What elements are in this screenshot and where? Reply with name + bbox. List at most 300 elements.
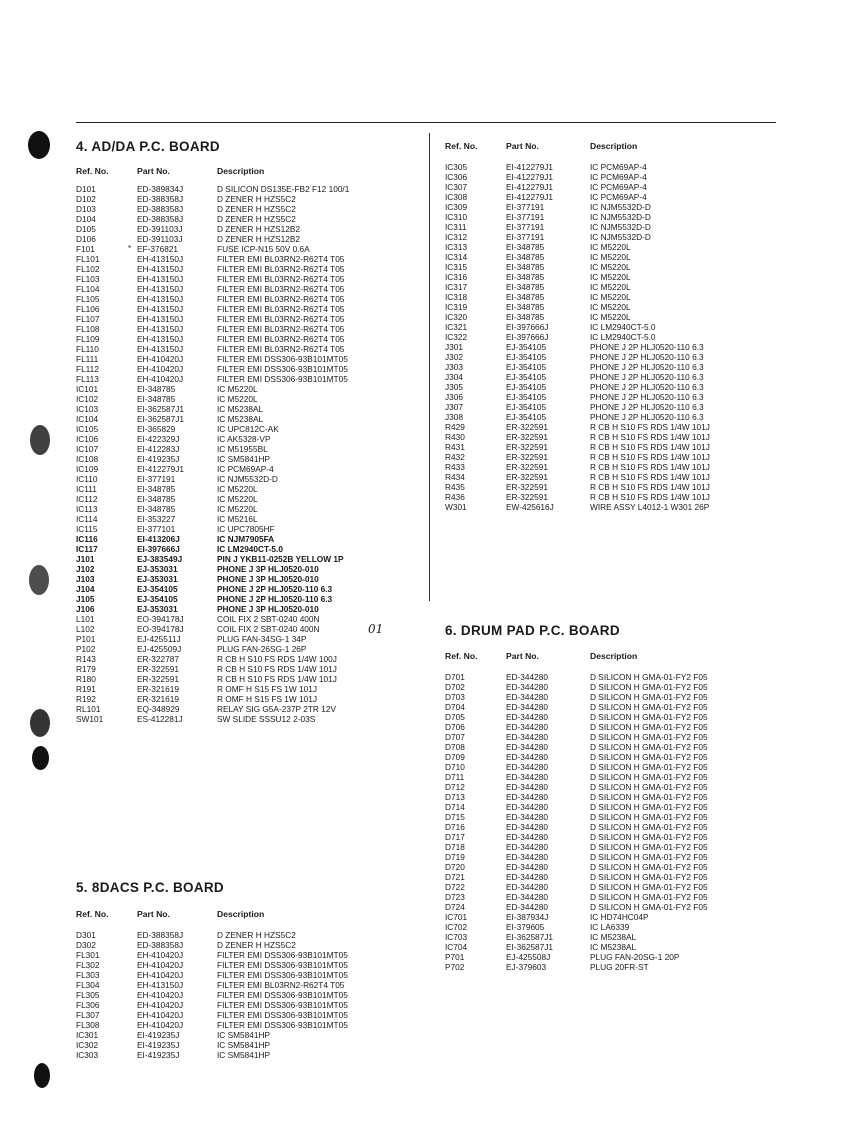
ref-no: IC704: [445, 942, 468, 952]
description: FILTER EMI DSS306-93B101MT05: [217, 950, 348, 960]
part-no: ED-344280: [506, 842, 548, 852]
ref-no: IC309: [445, 202, 468, 212]
ref-no: D104: [76, 214, 96, 224]
description: D SILICON H GMA-01-FY2 F05: [590, 672, 708, 682]
description: FILTER EMI BL03RN2-R62T4 T05: [217, 334, 345, 344]
description: WIRE ASSY L4012-1 W301 26P: [590, 502, 710, 512]
part-no: EI-412279J1: [506, 162, 554, 172]
ref-no: J303: [445, 362, 463, 372]
description: FILTER EMI DSS306-93B101MT05: [217, 354, 348, 364]
ref-no: IC115: [76, 524, 98, 534]
part-no: EI-348785: [506, 312, 545, 322]
description: FILTER EMI BL03RN2-R62T4 T05: [217, 344, 345, 354]
ref-no: IC701: [445, 912, 468, 922]
part-no: EI-419235J: [137, 1030, 180, 1040]
description: PHONE J 2P HLJ0520-110 6.3: [590, 412, 704, 422]
part-no: EJ-425508J: [506, 952, 551, 962]
description: IC M5220L: [590, 242, 631, 252]
ref-no: IC308: [445, 192, 468, 202]
part-no: EH-410420J: [137, 374, 184, 384]
ref-no: FL111: [76, 354, 99, 364]
ref-no: R429: [445, 422, 465, 432]
ref-no: J106: [76, 604, 95, 614]
ref-no: D709: [445, 752, 465, 762]
ref-no: IC116: [76, 534, 98, 544]
part-no: EH-410420J: [137, 354, 184, 364]
ref-no: IC117: [76, 544, 98, 554]
part-no: EJ-354105: [506, 412, 547, 422]
description: D SILICON H GMA-01-FY2 F05: [590, 692, 708, 702]
description: COIL FIX 2 SBT-0240 400N: [217, 624, 320, 634]
part-no: EJ-353031: [137, 604, 178, 614]
section-title-drum-pad: 6. DRUM PAD P.C. BOARD: [445, 623, 620, 638]
ref-no: D718: [445, 842, 465, 852]
ref-no: IC112: [76, 494, 98, 504]
ref-no: IC104: [76, 414, 99, 424]
description: PHONE J 2P HLJ0520-110 6.3: [590, 372, 704, 382]
ref-no: FL104: [76, 284, 100, 294]
part-no: EI-353227: [137, 514, 176, 524]
ref-no: IC322: [445, 332, 468, 342]
ref-no: D716: [445, 822, 465, 832]
ref-no: J302: [445, 352, 463, 362]
description: R CB H S10 FS RDS 1/4W 101J: [590, 482, 710, 492]
ref-no: FL105: [76, 294, 100, 304]
part-no: EI-387934J: [506, 912, 549, 922]
part-no: EI-377191: [506, 212, 545, 222]
part-no: EI-348785: [506, 262, 545, 272]
ref-no: D712: [445, 782, 465, 792]
ref-no: D721: [445, 872, 465, 882]
binder-hole: [29, 565, 49, 595]
ref-no: R180: [76, 674, 96, 684]
part-no: EI-348785: [137, 504, 176, 514]
description: R CB H S10 FS RDS 1/4W 101J: [590, 472, 710, 482]
description: R CB H S10 FS RDS 1/4W 100J: [217, 654, 337, 664]
part-no: EH-410420J: [137, 990, 184, 1000]
part-no: EI-422329J: [137, 434, 180, 444]
part-no: EI-348785: [137, 384, 176, 394]
description: COIL FIX 2 SBT-0240 400N: [217, 614, 320, 624]
ref-no: IC106: [76, 434, 99, 444]
ref-no: D710: [445, 762, 465, 772]
col-header-ref: Ref. No.: [445, 651, 478, 661]
description: FILTER EMI DSS306-93B101MT05: [217, 364, 348, 374]
description: FILTER EMI BL03RN2-R62T4 T05: [217, 264, 345, 274]
description: D SILICON H GMA-01-FY2 F05: [590, 862, 708, 872]
ref-no: R179: [76, 664, 96, 674]
ref-no: J304: [445, 372, 463, 382]
description: PLUG FAN-20SG-1 20P: [590, 952, 680, 962]
part-no: EI-362587J1: [137, 404, 185, 414]
col-header-part: Part No.: [506, 141, 539, 151]
part-no: EI-397666J: [506, 332, 549, 342]
part-no: EI-362587J1: [506, 942, 554, 952]
part-no: EJ-354105: [506, 342, 547, 352]
part-no: EI-412279J1: [137, 464, 185, 474]
description: FILTER EMI BL03RN2-R62T4 T05: [217, 254, 345, 264]
col-header-part: Part No.: [137, 166, 170, 176]
part-no: EH-410420J: [137, 970, 184, 980]
ref-no: P102: [76, 644, 96, 654]
part-no: ED-344280: [506, 732, 548, 742]
ref-no: FL308: [76, 1020, 100, 1030]
part-no: EJ-354105: [137, 584, 178, 594]
ref-no: D106: [76, 234, 96, 244]
description: FUSE ICP-N15 50V 0.6A: [217, 244, 310, 254]
part-no: ER-322591: [506, 492, 548, 502]
description: D ZENER H HZS5C2: [217, 930, 296, 940]
part-no: ED-344280: [506, 702, 548, 712]
part-no: EH-410420J: [137, 1000, 184, 1010]
part-no: EH-413150J: [137, 324, 184, 334]
ref-no: FL102: [76, 264, 100, 274]
ref-no: IC315: [445, 262, 468, 272]
description: IC LM2940CT-5.0: [590, 322, 656, 332]
part-no: EI-397666J: [506, 322, 549, 332]
ref-no: FL307: [76, 1010, 100, 1020]
part-no: EJ-383549J: [137, 554, 183, 564]
description: IC LA6339: [590, 922, 630, 932]
description: IC SM5841HP: [217, 454, 271, 464]
col-header-desc: Description: [217, 909, 265, 919]
description: FILTER EMI DSS306-93B101MT05: [217, 970, 348, 980]
part-no: EH-413150J: [137, 254, 184, 264]
ref-no: FL109: [76, 334, 100, 344]
part-no: EI-348785: [506, 302, 545, 312]
description: IC NJM5532D-D: [590, 202, 651, 212]
ref-no: IC317: [445, 282, 468, 292]
description: PHONE J 2P HLJ0520-110 6.3: [590, 342, 704, 352]
part-no: EH-413150J: [137, 264, 184, 274]
ref-no: J306: [445, 392, 463, 402]
ref-no: D103: [76, 204, 96, 214]
description: FILTER EMI DSS306-93B101MT05: [217, 1010, 348, 1020]
ref-no: IC301: [76, 1030, 99, 1040]
description: IC SM5841HP: [217, 1030, 271, 1040]
description: PLUG 20FR-ST: [590, 962, 649, 972]
description: D SILICON H GMA-01-FY2 F05: [590, 792, 708, 802]
ref-no: IC311: [445, 222, 467, 232]
part-no: ER-322591: [506, 432, 548, 442]
ref-no: J105: [76, 594, 95, 604]
description: R CB H S10 FS RDS 1/4W 101J: [217, 664, 337, 674]
ref-no: W301: [445, 502, 467, 512]
ref-no: IC314: [445, 252, 468, 262]
description: FILTER EMI BL03RN2-R62T4 T05: [217, 304, 345, 314]
part-no: ED-344280: [506, 782, 548, 792]
ref-no: D702: [445, 682, 465, 692]
part-no: ER-322787: [137, 654, 179, 664]
ref-no: J305: [445, 382, 463, 392]
ref-no: IC318: [445, 292, 468, 302]
part-no: EH-413150J: [137, 344, 184, 354]
description: IC M5220L: [217, 394, 258, 404]
part-no: ER-322591: [506, 482, 548, 492]
ref-no: J101: [76, 554, 95, 564]
description: D SILICON H GMA-01-FY2 F05: [590, 752, 708, 762]
description: IC M5220L: [217, 384, 258, 394]
part-no: ER-322591: [137, 674, 179, 684]
part-no: EO-394178J: [137, 624, 184, 634]
ref-no: IC103: [76, 404, 99, 414]
description: D SILICON DS135E-FB2 F12 100/1: [217, 184, 350, 194]
ref-no: R191: [76, 684, 96, 694]
description: D SILICON H GMA-01-FY2 F05: [590, 732, 708, 742]
description: PHONE J 2P HLJ0520-110 6.3: [590, 392, 704, 402]
description: D SILICON H GMA-01-FY2 F05: [590, 742, 708, 752]
ref-no: D724: [445, 902, 465, 912]
ref-no: IC312: [445, 232, 468, 242]
description: D SILICON H GMA-01-FY2 F05: [590, 842, 708, 852]
part-no: EI-348785: [506, 242, 545, 252]
ref-no: R430: [445, 432, 465, 442]
description: FILTER EMI DSS306-93B101MT05: [217, 960, 348, 970]
ref-no: IC302: [76, 1040, 99, 1050]
part-no: ER-322591: [506, 472, 548, 482]
ref-no: IC109: [76, 464, 99, 474]
description: IC LM2940CT-5.0: [217, 544, 283, 554]
part-no: EI-348785: [506, 282, 545, 292]
part-no: EJ-354105: [506, 382, 547, 392]
description: SW SLIDE SSSU12 2-03S: [217, 714, 316, 724]
ref-no: FL108: [76, 324, 100, 334]
description: IC UPC812C-AK: [217, 424, 279, 434]
binder-hole: [30, 425, 50, 455]
part-no: ER-322591: [506, 452, 548, 462]
part-no: ER-321619: [137, 684, 179, 694]
description: R CB H S10 FS RDS 1/4W 101J: [590, 432, 710, 442]
ref-no: D711: [445, 772, 465, 782]
ref-no: D715: [445, 812, 465, 822]
ref-no: IC102: [76, 394, 99, 404]
ref-no: P701: [445, 952, 465, 962]
ref-no: R433: [445, 462, 465, 472]
description: D SILICON H GMA-01-FY2 F05: [590, 702, 708, 712]
ref-no: IC313: [445, 242, 468, 252]
ref-no: D704: [445, 702, 465, 712]
part-no: EI-377191: [506, 232, 545, 242]
ref-no: D705: [445, 712, 465, 722]
description: IC M51955BL: [217, 444, 268, 454]
description: PLUG FAN-34SG-1 34P: [217, 634, 307, 644]
ref-no: IC320: [445, 312, 468, 322]
ref-no: D719: [445, 852, 465, 862]
part-no: EI-377191: [506, 222, 545, 232]
description: D SILICON H GMA-01-FY2 F05: [590, 722, 708, 732]
ref-no: IC305: [445, 162, 468, 172]
ref-no: D105: [76, 224, 96, 234]
ref-no: IC307: [445, 182, 468, 192]
description: R OMF H S15 FS 1W 101J: [217, 684, 318, 694]
description: R CB H S10 FS RDS 1/4W 101J: [590, 462, 710, 472]
ref-no: J102: [76, 564, 95, 574]
ref-no: IC702: [445, 922, 468, 932]
part-no: ED-344280: [506, 712, 548, 722]
description: FILTER EMI DSS306-93B101MT05: [217, 1000, 348, 1010]
col-header-part: Part No.: [506, 651, 539, 661]
part-no: ED-344280: [506, 832, 548, 842]
part-no: ER-322591: [506, 422, 548, 432]
part-no: ED-388358J: [137, 214, 184, 224]
part-no: EW-425616J: [506, 502, 554, 512]
part-no: EI-419235J: [137, 1040, 180, 1050]
part-no: EH-413150J: [137, 314, 184, 324]
description: PHONE J 2P HLJ0520-110 6.3: [217, 584, 333, 594]
description: D SILICON H GMA-01-FY2 F05: [590, 902, 708, 912]
part-no: EJ-354105: [506, 352, 547, 362]
ref-no: FL304: [76, 980, 100, 990]
part-no: EO-394178J: [137, 614, 184, 624]
description: D ZENER H HZS5C2: [217, 940, 296, 950]
ref-no: F101: [76, 244, 95, 254]
part-no: ED-344280: [506, 692, 548, 702]
ref-no: D301: [76, 930, 96, 940]
part-no: ED-389834J: [137, 184, 184, 194]
part-no: ED-391103J: [137, 234, 183, 244]
description: D ZENER H HZS5C2: [217, 214, 296, 224]
description: FILTER EMI BL03RN2-R62T4 T05: [217, 294, 345, 304]
ref-no: SW101: [76, 714, 104, 724]
ref-no: J301: [445, 342, 463, 352]
description: PHONE J 2P HLJ0520-110 6.3: [590, 352, 704, 362]
description: IC NJM7905FA: [217, 534, 275, 544]
ref-no: IC319: [445, 302, 468, 312]
ref-no: FL107: [76, 314, 100, 324]
part-no: ED-344280: [506, 762, 548, 772]
description: PHONE J 3P HLJ0520-010: [217, 574, 319, 584]
ref-no: IC316: [445, 272, 468, 282]
ref-no: L101: [76, 614, 95, 624]
description: IC M5238AL: [217, 404, 264, 414]
description: FILTER EMI DSS306-93B101MT05: [217, 374, 348, 384]
header-rule: [76, 122, 776, 123]
ref-no: D707: [445, 732, 465, 742]
part-no: ED-388358J: [137, 194, 184, 204]
part-no: EI-412279J1: [506, 182, 554, 192]
part-no: EI-365829: [137, 424, 176, 434]
part-no: EI-348785: [137, 494, 176, 504]
ref-no: J308: [445, 412, 463, 422]
description: R CB H S10 FS RDS 1/4W 101J: [590, 492, 710, 502]
part-no: EI-413206J: [137, 534, 180, 544]
description: IC PCM69AP-4: [590, 162, 647, 172]
part-no: EI-348785: [506, 272, 545, 282]
part-no: ES-412281J: [137, 714, 183, 724]
part-no: EI-379605: [506, 922, 545, 932]
ref-no: IC101: [76, 384, 99, 394]
description: D SILICON H GMA-01-FY2 F05: [590, 772, 708, 782]
part-no: ED-344280: [506, 872, 548, 882]
description: FILTER EMI BL03RN2-R62T4 T05: [217, 324, 345, 334]
binder-hole: [32, 746, 49, 770]
part-no: EI-348785: [506, 292, 545, 302]
ref-no: FL110: [76, 344, 99, 354]
description: IC HD74HC04P: [590, 912, 649, 922]
description: IC PCM69AP-4: [590, 192, 647, 202]
ref-no: IC321: [445, 322, 468, 332]
part-no: EF-376821: [137, 244, 179, 254]
description: IC M5220L: [590, 262, 631, 272]
description: PHONE J 3P HLJ0520-010: [217, 564, 319, 574]
description: FILTER EMI BL03RN2-R62T4 T05: [217, 980, 345, 990]
part-no: EH-410420J: [137, 1010, 184, 1020]
description: IC NJM5532D-D: [590, 222, 651, 232]
part-no: EJ-425511J: [137, 634, 181, 644]
part-no: ER-321619: [137, 694, 179, 704]
ref-no: D723: [445, 892, 465, 902]
part-no: EJ-354105: [506, 362, 547, 372]
part-no: EH-410420J: [137, 960, 184, 970]
part-no: ER-322591: [506, 442, 548, 452]
ref-no: D708: [445, 742, 465, 752]
ref-no: FL106: [76, 304, 100, 314]
ref-no: FL306: [76, 1000, 100, 1010]
description: D ZENER H HZS5C2: [217, 194, 296, 204]
description: PLUG FAN-26SG-1 26P: [217, 644, 307, 654]
description: D ZENER H HZS5C2: [217, 204, 296, 214]
col-header-desc: Description: [590, 141, 638, 151]
description: R OMF H S15 FS 1W 101J: [217, 694, 318, 704]
part-no: EI-348785: [506, 252, 545, 262]
ref-no: FL305: [76, 990, 100, 1000]
part-no: EI-412283J: [137, 444, 180, 454]
ref-no: D722: [445, 882, 465, 892]
ref-no: D302: [76, 940, 96, 950]
description: D SILICON H GMA-01-FY2 F05: [590, 892, 708, 902]
part-no: EH-410420J: [137, 1020, 184, 1030]
part-no: EJ-354105: [506, 402, 547, 412]
description: D SILICON H GMA-01-FY2 F05: [590, 762, 708, 772]
part-no: EH-413150J: [137, 980, 184, 990]
handwritten-note: 01: [368, 622, 384, 636]
part-no: ED-344280: [506, 682, 548, 692]
part-no: EI-348785: [137, 484, 176, 494]
part-no: ED-344280: [506, 722, 548, 732]
ref-no: R435: [445, 482, 465, 492]
description: IC M5220L: [590, 282, 631, 292]
ref-no: IC703: [445, 932, 468, 942]
col-header-ref: Ref. No.: [76, 166, 109, 176]
part-no: ED-344280: [506, 862, 548, 872]
description: FILTER EMI BL03RN2-R62T4 T05: [217, 314, 345, 324]
ref-no: J103: [76, 574, 95, 584]
description: IC NJM5532D-D: [217, 474, 278, 484]
description: IC UPC7805HF: [217, 524, 275, 534]
section-title-8dacs: 5. 8DACS P.C. BOARD: [76, 880, 224, 895]
description: RELAY SIG G5A-237P 2TR 12V: [217, 704, 336, 714]
part-no: EI-412279J1: [506, 172, 554, 182]
description: PHONE J 2P HLJ0520-110 6.3: [590, 362, 704, 372]
col-header-ref: Ref. No.: [76, 909, 109, 919]
description: PHONE J 3P HLJ0520-010: [217, 604, 319, 614]
ref-no: IC114: [76, 514, 98, 524]
ref-no: FL302: [76, 960, 100, 970]
description: D SILICON H GMA-01-FY2 F05: [590, 712, 708, 722]
description: D ZENER H HZS12B2: [217, 234, 300, 244]
part-no: EJ-425509J: [137, 644, 182, 654]
part-no: ED-388358J: [137, 204, 184, 214]
description: PHONE J 2P HLJ0520-110 6.3: [590, 382, 704, 392]
description: FILTER EMI DSS306-93B101MT05: [217, 1020, 348, 1030]
part-no: EI-348785: [137, 394, 176, 404]
part-no: ED-344280: [506, 672, 548, 682]
part-no: EH-410420J: [137, 950, 184, 960]
ref-no: D703: [445, 692, 465, 702]
part-no: EQ-348929: [137, 704, 180, 714]
ref-no: FL103: [76, 274, 100, 284]
part-no: EI-419235J: [137, 454, 180, 464]
